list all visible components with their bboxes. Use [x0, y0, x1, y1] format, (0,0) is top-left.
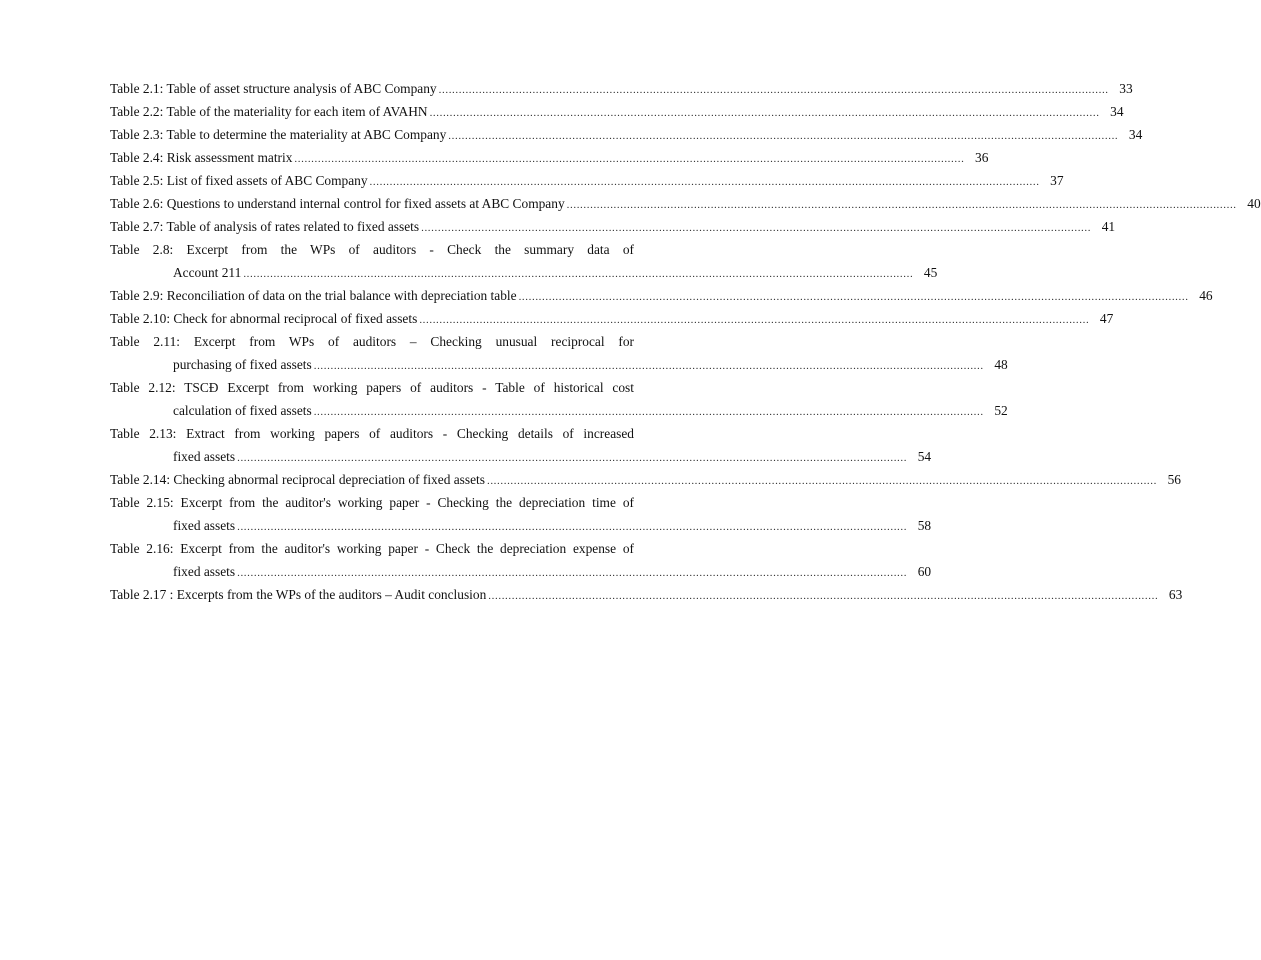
toc-entry[interactable]	[110, 309, 1114, 332]
toc-entry-title: Table 2.7: Table of analysis of rates related to fixed assets	[110, 219, 420, 234]
toc-page-number: 37	[1050, 173, 1064, 188]
toc-page-number: 48	[994, 357, 1008, 372]
toc-entry[interactable]	[110, 102, 1124, 125]
toc-entry[interactable]	[110, 332, 1008, 378]
toc-page-number: 36	[975, 150, 989, 165]
toc-page-number: 54	[917, 449, 932, 464]
dot-leader: ........................................................................................................................................................................................................	[518, 291, 1189, 303]
dot-leader: ........................................................................................................................................................................................................	[486, 475, 1157, 487]
toc-page-number: 58	[917, 518, 932, 533]
dot-leader: ........................................................................................................................................................................................................	[237, 567, 908, 579]
dot-leader: ........................................................................................................................................................................................................	[488, 590, 1159, 602]
toc-entry[interactable]	[110, 470, 1181, 493]
toc-entry[interactable]	[110, 493, 932, 539]
toc-page-number: 52	[994, 403, 1008, 418]
toc-entry-title: Account 211	[173, 265, 242, 280]
toc-page-number: 46	[1199, 288, 1213, 303]
toc-entry[interactable]	[110, 79, 1133, 102]
toc-entry-title: Table 2.9: Reconciliation of data on the trial balance with depreciation table	[110, 288, 517, 303]
toc-page-number: 41	[1101, 219, 1116, 234]
toc-entry[interactable]	[110, 217, 1116, 240]
list-of-tables	[110, 79, 1261, 608]
toc-entry-title: Table 2.5: List of fixed assets of ABC Company	[110, 173, 368, 188]
toc-entry-title: Table 2.11: Excerpt from WPs of auditors – Checking unusual reciprocal for	[110, 334, 634, 349]
toc-entry-title: purchasing of fixed assets	[173, 357, 312, 372]
toc-entry-title: Table 2.10: Check for abnormal reciprocal of fixed assets	[110, 311, 418, 326]
toc-entry[interactable]	[110, 240, 938, 286]
toc-page-number: 45	[923, 265, 938, 280]
toc-entry-title: Table 2.13: Extract from working papers of auditors - Checking details of increased	[110, 426, 634, 441]
toc-entry-title: Table 2.3: Table to determine the materiality at ABC Company	[110, 127, 447, 142]
toc-entry-title: Table 2.15: Excerpt from the auditor's working paper - Checking the depreciation time of	[110, 495, 634, 510]
toc-page-number: 60	[917, 564, 932, 579]
dot-leader: ........................................................................................................................................................................................................	[243, 268, 914, 280]
dot-leader: ........................................................................................................................................................................................................	[237, 521, 908, 533]
toc-page-number: 40	[1247, 196, 1261, 211]
toc-entry[interactable]	[110, 171, 1064, 194]
toc-entry[interactable]	[110, 539, 932, 585]
toc-entry[interactable]	[110, 585, 1183, 608]
toc-entry-title: Table 2.2: Table of the materiality for each item of AVAHN	[110, 104, 428, 119]
toc-entry[interactable]	[110, 125, 1143, 148]
toc-page-number: 56	[1167, 472, 1181, 487]
toc-entry[interactable]	[110, 148, 989, 171]
toc-entry-title: Table 2.1: Table of asset structure analysis of ABC Company	[110, 81, 437, 96]
toc-entry-title: Table 2.14: Checking abnormal reciprocal depreciation of fixed assets	[110, 472, 485, 487]
dot-leader: ........................................................................................................................................................................................................	[313, 406, 984, 418]
toc-page-number: 33	[1119, 81, 1133, 96]
toc-page-number: 63	[1168, 587, 1183, 602]
toc-entry-title: Table 2.12: TSCĐ Excerpt from working papers of auditors - Table of historical cost	[110, 380, 634, 395]
toc-entry-title: Table 2.17 : Excerpts from the WPs of the auditors – Audit conclusion	[110, 587, 487, 602]
toc-page-number: 34	[1110, 104, 1124, 119]
toc-entry-title: Table 2.16: Excerpt from the auditor's working paper - Check the depreciation expense of	[110, 541, 634, 556]
dot-leader: ........................................................................................................................................................................................................	[313, 360, 984, 372]
toc-page-number: 34	[1128, 127, 1143, 142]
toc-entry[interactable]	[110, 286, 1213, 309]
dot-leader: ........................................................................................................................................................................................................	[419, 314, 1090, 326]
toc-page-number: 47	[1099, 311, 1114, 326]
toc-entry-title: Table 2.8: Excerpt from the WPs of auditors - Check the summary data of	[110, 242, 634, 257]
dot-leader: ........................................................................................................................................................................................................	[421, 222, 1092, 234]
toc-entry[interactable]	[110, 194, 1261, 217]
dot-leader: ........................................................................................................................................................................................................	[429, 107, 1100, 119]
toc-entry-title: Table 2.4: Risk assessment matrix	[110, 150, 293, 165]
dot-leader: ........................................................................................................................................................................................................	[448, 130, 1119, 142]
toc-entry-title: fixed assets	[173, 449, 236, 464]
dot-leader: ........................................................................................................................................................................................................	[294, 153, 965, 165]
toc-entry[interactable]	[110, 378, 1008, 424]
toc-entry-title: fixed assets	[173, 518, 236, 533]
dot-leader: ........................................................................................................................................................................................................	[369, 176, 1040, 188]
toc-entry-title: fixed assets	[173, 564, 236, 579]
toc-entry[interactable]	[110, 424, 932, 470]
toc-entry-title: Table 2.6: Questions to understand internal control for fixed assets at ABC Company	[110, 196, 565, 211]
dot-leader: ........................................................................................................................................................................................................	[566, 199, 1237, 211]
dot-leader: ........................................................................................................................................................................................................	[237, 452, 908, 464]
dot-leader: ........................................................................................................................................................................................................	[438, 84, 1109, 96]
toc-entry-title: calculation of fixed assets	[173, 403, 312, 418]
